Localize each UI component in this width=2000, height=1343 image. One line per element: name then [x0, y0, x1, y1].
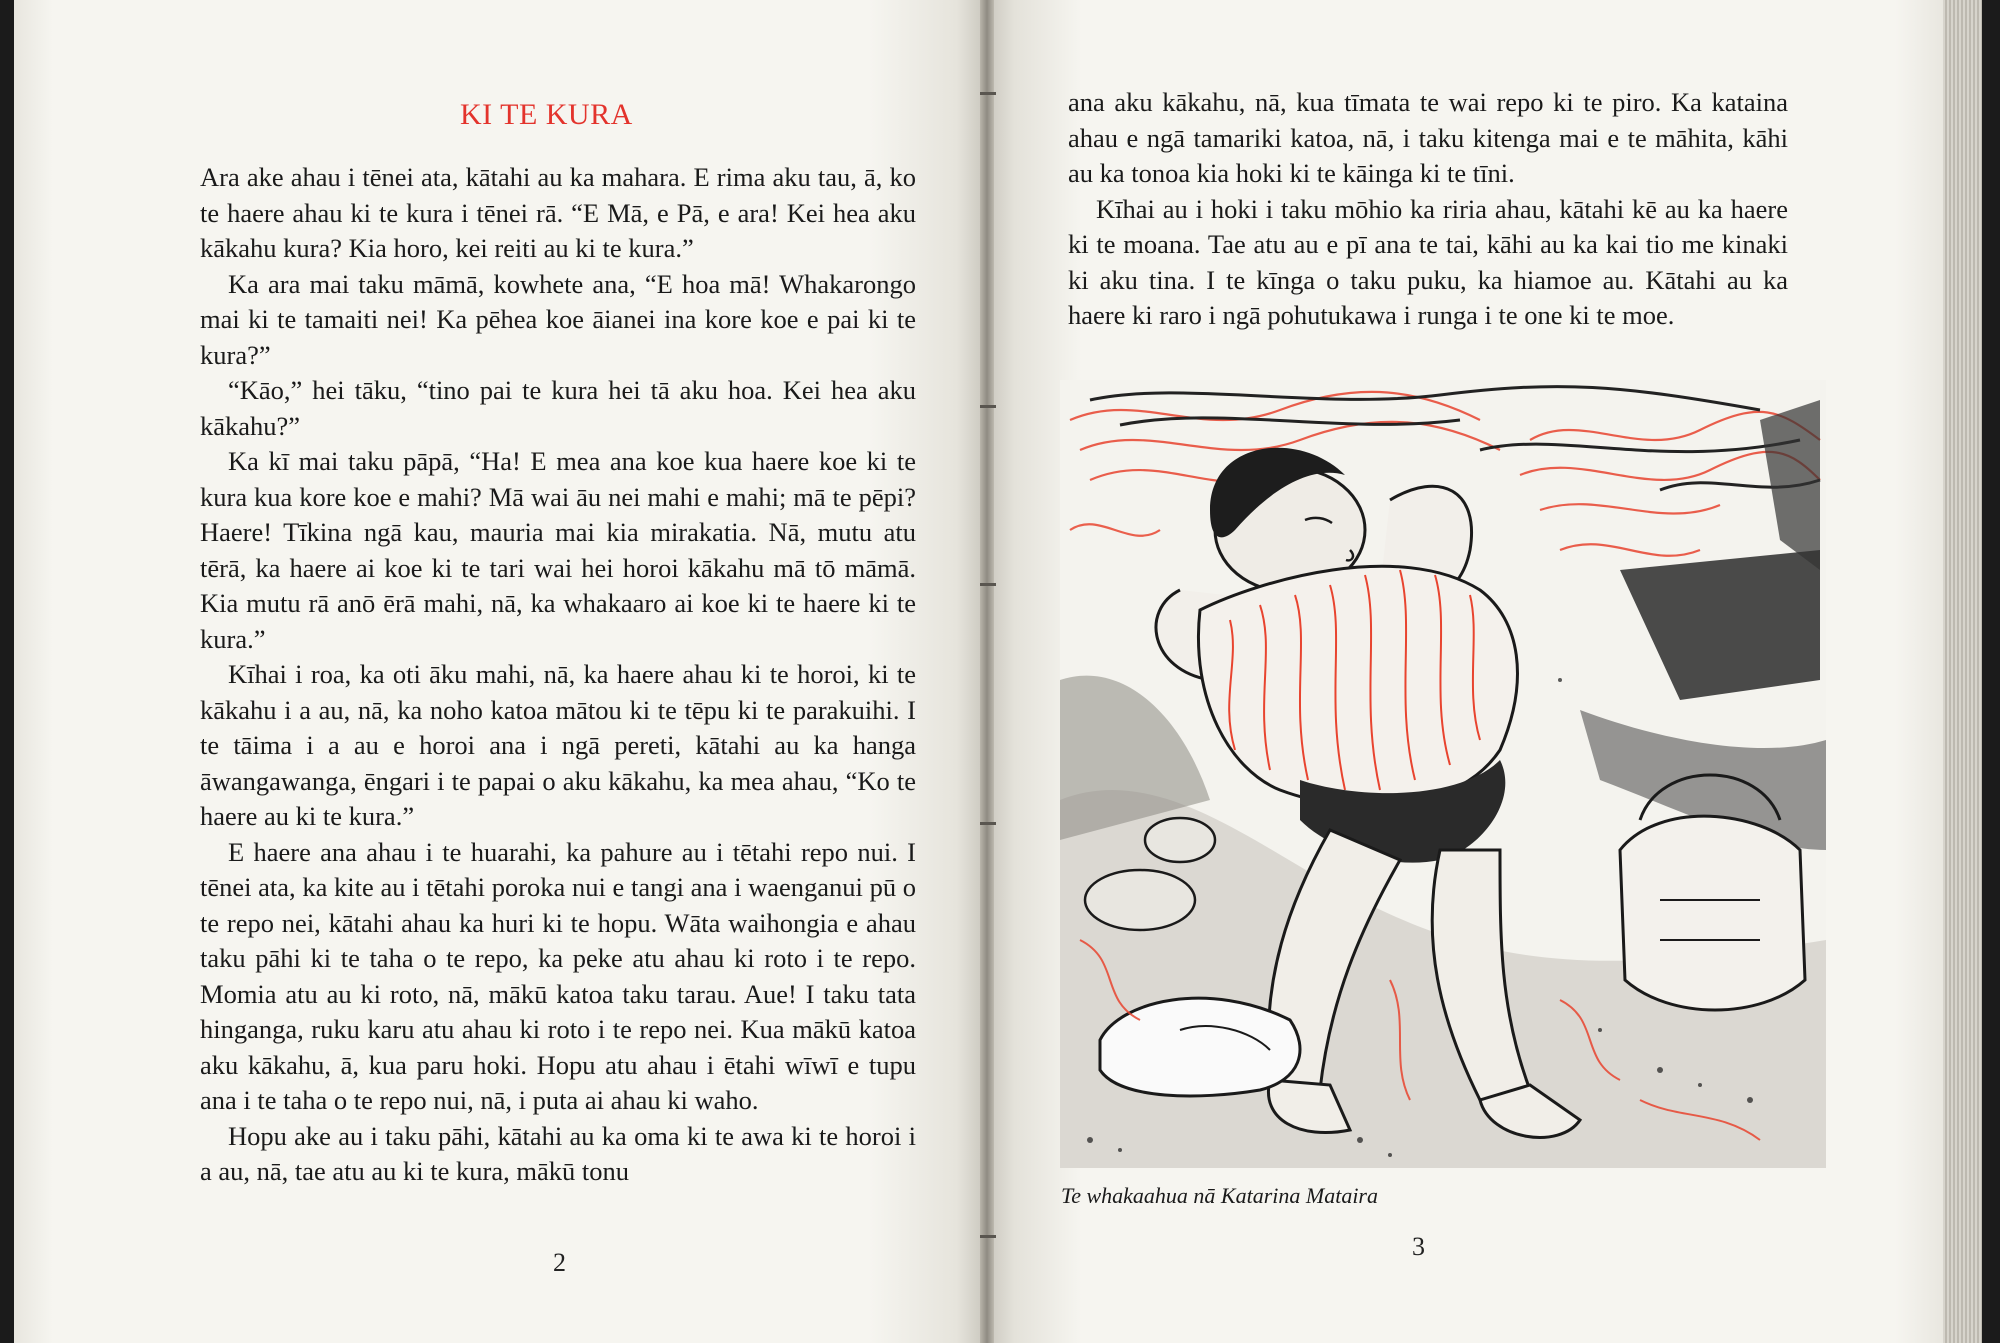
binding-stitch [980, 583, 996, 586]
binding-stitch [980, 92, 996, 95]
paragraph: Hopu ake au i taku pāhi, kātahi au ka oma ki te awa ki te horoi i a au, nā, tae atu au ki te kura, mākū tonu [200, 1120, 916, 1186]
paragraph: E haere ana ahau i te huarahi, ka pahure au i tētahi repo nui. I tēnei ata, ka kite au i tētahi poroka nui e tangi ana i waenganui pū o te repo nei, kātahi ahau ka huri ki te hopu. Wāta waihongia e ahau taku pāhi ki te taha o te repo, ka peke atu ahau ki roto i te repo. Momia atu au ki roto, nā, mākū katoa taku tarau. Aue! I taku tata hinganga, ruku karu atu ahau ki roto i te repo nei. Kua mākū katoa aku kākahu, ā, kua paru hoki. Hopu atu ahau i ētahi wīwī e tupu ana i te taha o te repo nui, nā, i puta ai ahau ki waho. [200, 836, 916, 1115]
paragraph: Ka kī mai taku pāpā, “Ha! E mea ana koe kua haere koe ki te kura kua kore koe e mahi? Mā wai āu nei mahi e mahi; mā te pēpi? Haere! Tīkina ngā kau, mauria mai kia mirakatia. Nā, mutu atu tērā, ka haere ai koe ki te tari wai hei horoi kākahu mā tō māmā. Kia mutu rā anō ērā mahi, nā, ka whakaaro ai koe ki te haere ki te kura.” [200, 446, 916, 654]
right-page-text [1068, 85, 1788, 334]
paragraph: Kīhai au i hoki i taku mōhio ka riria ahau, kātahi kē au ka haere ki te moana. Tae atu au e pī ana te tai, kāhi au ka kai tio me kinaki ki aku tina. I te kīnga o taku puku, ka hiamoe au. Kātahi au ka haere ki raro i ngā pohutukawa i runga i te one ki te moe. [1068, 193, 1788, 330]
chapter-title: KI TE KURA [460, 98, 633, 131]
paragraph: ana aku kākahu, nā, kua tīmata te wai repo ki te piro. Ka kataina ahau e ngā tamariki katoa, nā, i taku kitenga mai e te māhita, kāhi au ka tonoa kia hoki ki te kāinga ki te tīni. [1068, 87, 1788, 188]
paragraph: Ka ara mai taku māmā, kowhete ana, “E hoa mā! Whakarongo mai ki te tamaiti nei! Ka pēhea koe āianei ina kore koe e pai ki te kura?” [200, 268, 916, 370]
page-edges [1943, 0, 2000, 1343]
book-gutter [980, 0, 994, 1343]
paragraph: Kīhai i roa, ka oti āku mahi, nā, ka haere ahau ki te horoi, ki te kākahu i a au, nā, ka noho katoa mātou ki te tēpu ki te parakuihi. I te tāima i a au e horoi ana i ngā pereti, kātahi au ka hanga āwangawanga, ēngari i te papai o aku kākahu, ka mea ahau, “Ko te haere au ki te kura.” [200, 659, 916, 831]
paragraph: Ara ake ahau i tēnei ata, kātahi au ka mahara. E rima aku tau, ā, ko te haere ahau ki te kura i tēnei rā. “E Mā, e Pā, e ara! Kei hea aku kākahu kura? Kia horo, kei reiti au ki te kura.” [200, 162, 916, 263]
sleeping-boy-illustration [1060, 380, 1826, 1168]
illustration-caption: Te whakaahua nā Katarina Mataira [1061, 1183, 1378, 1208]
page-number-right: 3 [1412, 1232, 1425, 1261]
binding-stitch [980, 822, 996, 825]
paragraph: “Kāo,” hei tāku, “tino pai te kura hei tā aku hoa. Kei hea aku kākahu?” [200, 375, 916, 441]
page-number-left: 2 [553, 1248, 566, 1277]
left-page-text [200, 160, 916, 1190]
binding-stitch [980, 1235, 996, 1238]
binding-stitch [980, 405, 996, 408]
